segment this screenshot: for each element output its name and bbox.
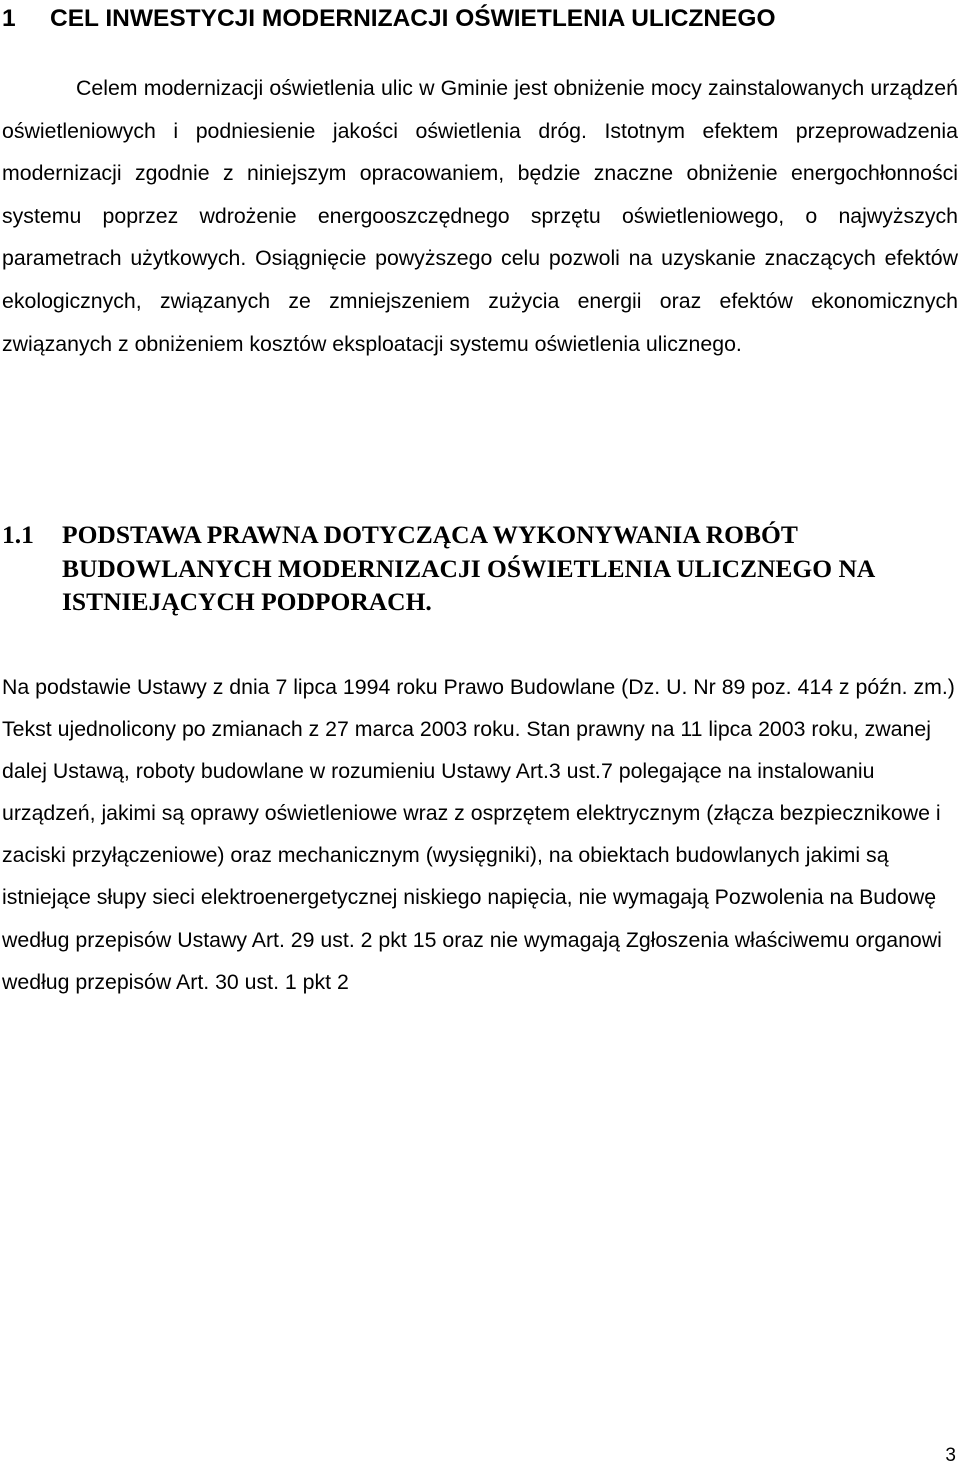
section-1-1-number: 1.1 <box>2 520 34 549</box>
section-1-number: 1 <box>2 5 16 32</box>
section-1-title: CEL INWESTYCJI MODERNIZACJI OŚWIETLENIA ULICZNEGO <box>50 5 776 32</box>
section-1-heading <box>2 4 952 34</box>
section-1-1-paragraph: Na podstawie Ustawy z dnia 7 lipca 1994 roku Prawo Budowlane (Dz. U. Nr 89 poz. 414 z późn. zm.) Tekst ujednolicony po zmianach z 27 marca 2003 roku. Stan prawny na 11 lipca 2003 roku, zwanej dalej Ustawą, roboty budowlane w rozumieniu Ustawy Art.3 ust.7 polegające na instalowaniu urządzeń, jakimi są oprawy oświetleniowe wraz z osprzętem elektrycznym (złącza bezpiecznikowe i zaciski przyłączeniowe) oraz mechanicznym (wysięgniki), na obiektach budowlanych jakimi są istniejące słupy sieci elektroenergetycznej niskiego napięcia, nie wymagają Pozwolenia na Budowę według przepisów Ustawy Art. 29 ust. 2 pkt 15 oraz nie wymagają Zgłoszenia właściwemu organowi według przepisów Art. 30 ust. 1 pkt 2 <box>2 675 955 994</box>
section-1-paragraph: Celem modernizacji oświetlenia ulic w Gminie jest obniżenie mocy zainstalowanych urządzeń oświetleniowych i podniesienie jakości oświetlenia dróg. Istotnym efektem przeprowadzenia modernizacji zgodnie z niniejszym opracowaniem, będzie znaczne obniżenie energochłonności systemu poprzez wdrożenie energooszczędnego sprzętu oświetleniowego, o najwyższych parametrach użytkowych. Osiągnięcie powyższego celu pozwoli na uzyskanie znaczących efektów ekologicznych, związanych ze zmniejszeniem zużycia energii oraz efektów ekonomicznych związanych z obniżeniem kosztów eksploatacji systemu oświetlenia ulicznego. <box>2 76 958 356</box>
page-number: 3 <box>945 1445 956 1466</box>
section-1-1-heading <box>2 518 958 619</box>
section-1-1-title: PODSTAWA PRAWNA DOTYCZĄCA WYKONYWANIA ROBÓT BUDOWLANYCH MODERNIZACJI OŚWIETLENIA ULICZNEGO NA ISTNIEJĄCYCH PODPORACH. <box>62 520 874 616</box>
